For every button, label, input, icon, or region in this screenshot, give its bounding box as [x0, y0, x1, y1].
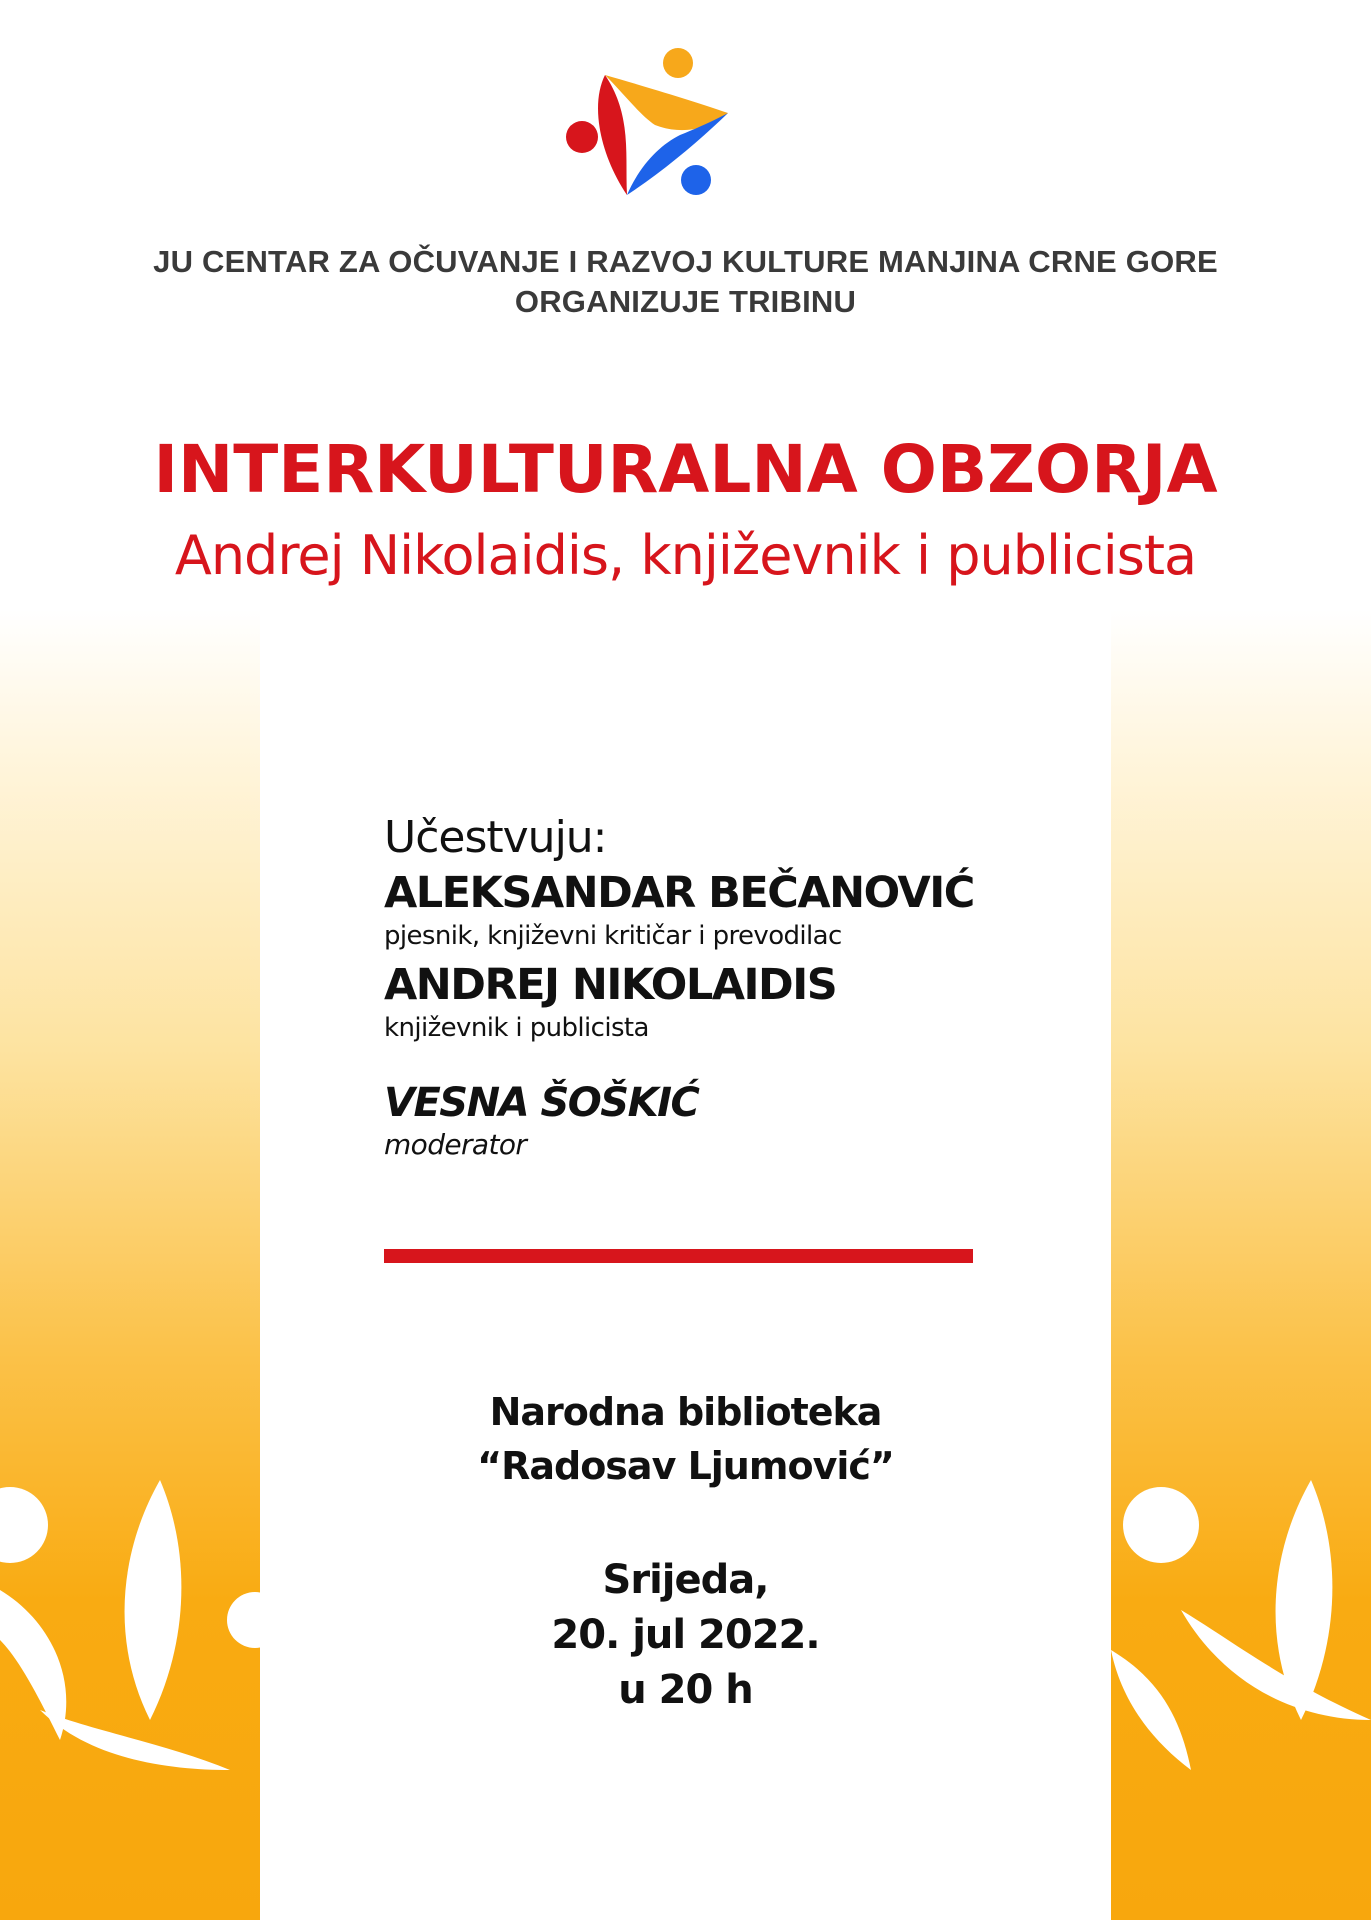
- venue-line-1: Narodna biblioteka: [489, 1390, 882, 1434]
- participant-2: [384, 958, 1024, 1044]
- moderator: [384, 1078, 1024, 1162]
- venue: [260, 1385, 1111, 1493]
- participant-name: ANDREJ NIKOLAIDIS: [384, 960, 837, 1010]
- event-subtitle: Andrej Nikolaidis, književnik i publicista: [174, 524, 1197, 587]
- organizer-text: [0, 242, 1371, 322]
- participants-section: [384, 810, 1024, 1162]
- event-time: u 20 h: [618, 1667, 753, 1713]
- event-date: 20. jul 2022.: [551, 1612, 820, 1658]
- participant-role: pjesnik, književni kritičar i prevodilac: [384, 921, 842, 951]
- right-leaf-ornament-icon: [1111, 1470, 1371, 1770]
- event-datetime: [260, 1553, 1111, 1718]
- moderator-role: moderator: [384, 1128, 527, 1161]
- organizer-line-1: JU CENTAR ZA OČUVANJE I RAZVOJ KULTURE MANJINA CRNE GORE: [153, 244, 1218, 279]
- organizer-line-2: ORGANIZUJE TRIBINU: [514, 284, 857, 319]
- participants-label: Učestvuju:: [384, 812, 607, 863]
- event-day: Srijeda,: [602, 1557, 769, 1603]
- moderator-name: VESNA ŠOŠKIĆ: [384, 1080, 699, 1126]
- participant-role: književnik i publicista: [384, 1013, 649, 1043]
- venue-line-2: “Radosav Ljumović”: [477, 1444, 894, 1488]
- participant-1: [384, 866, 1024, 952]
- event-title: INTERKULTURALNA OBZORJA: [153, 431, 1218, 508]
- participant-name: ALEKSANDAR BEČANOVIĆ: [384, 868, 974, 918]
- three-figures-logo-icon: [560, 45, 740, 205]
- red-divider: [384, 1249, 973, 1263]
- left-leaf-ornament-icon: [0, 1470, 260, 1770]
